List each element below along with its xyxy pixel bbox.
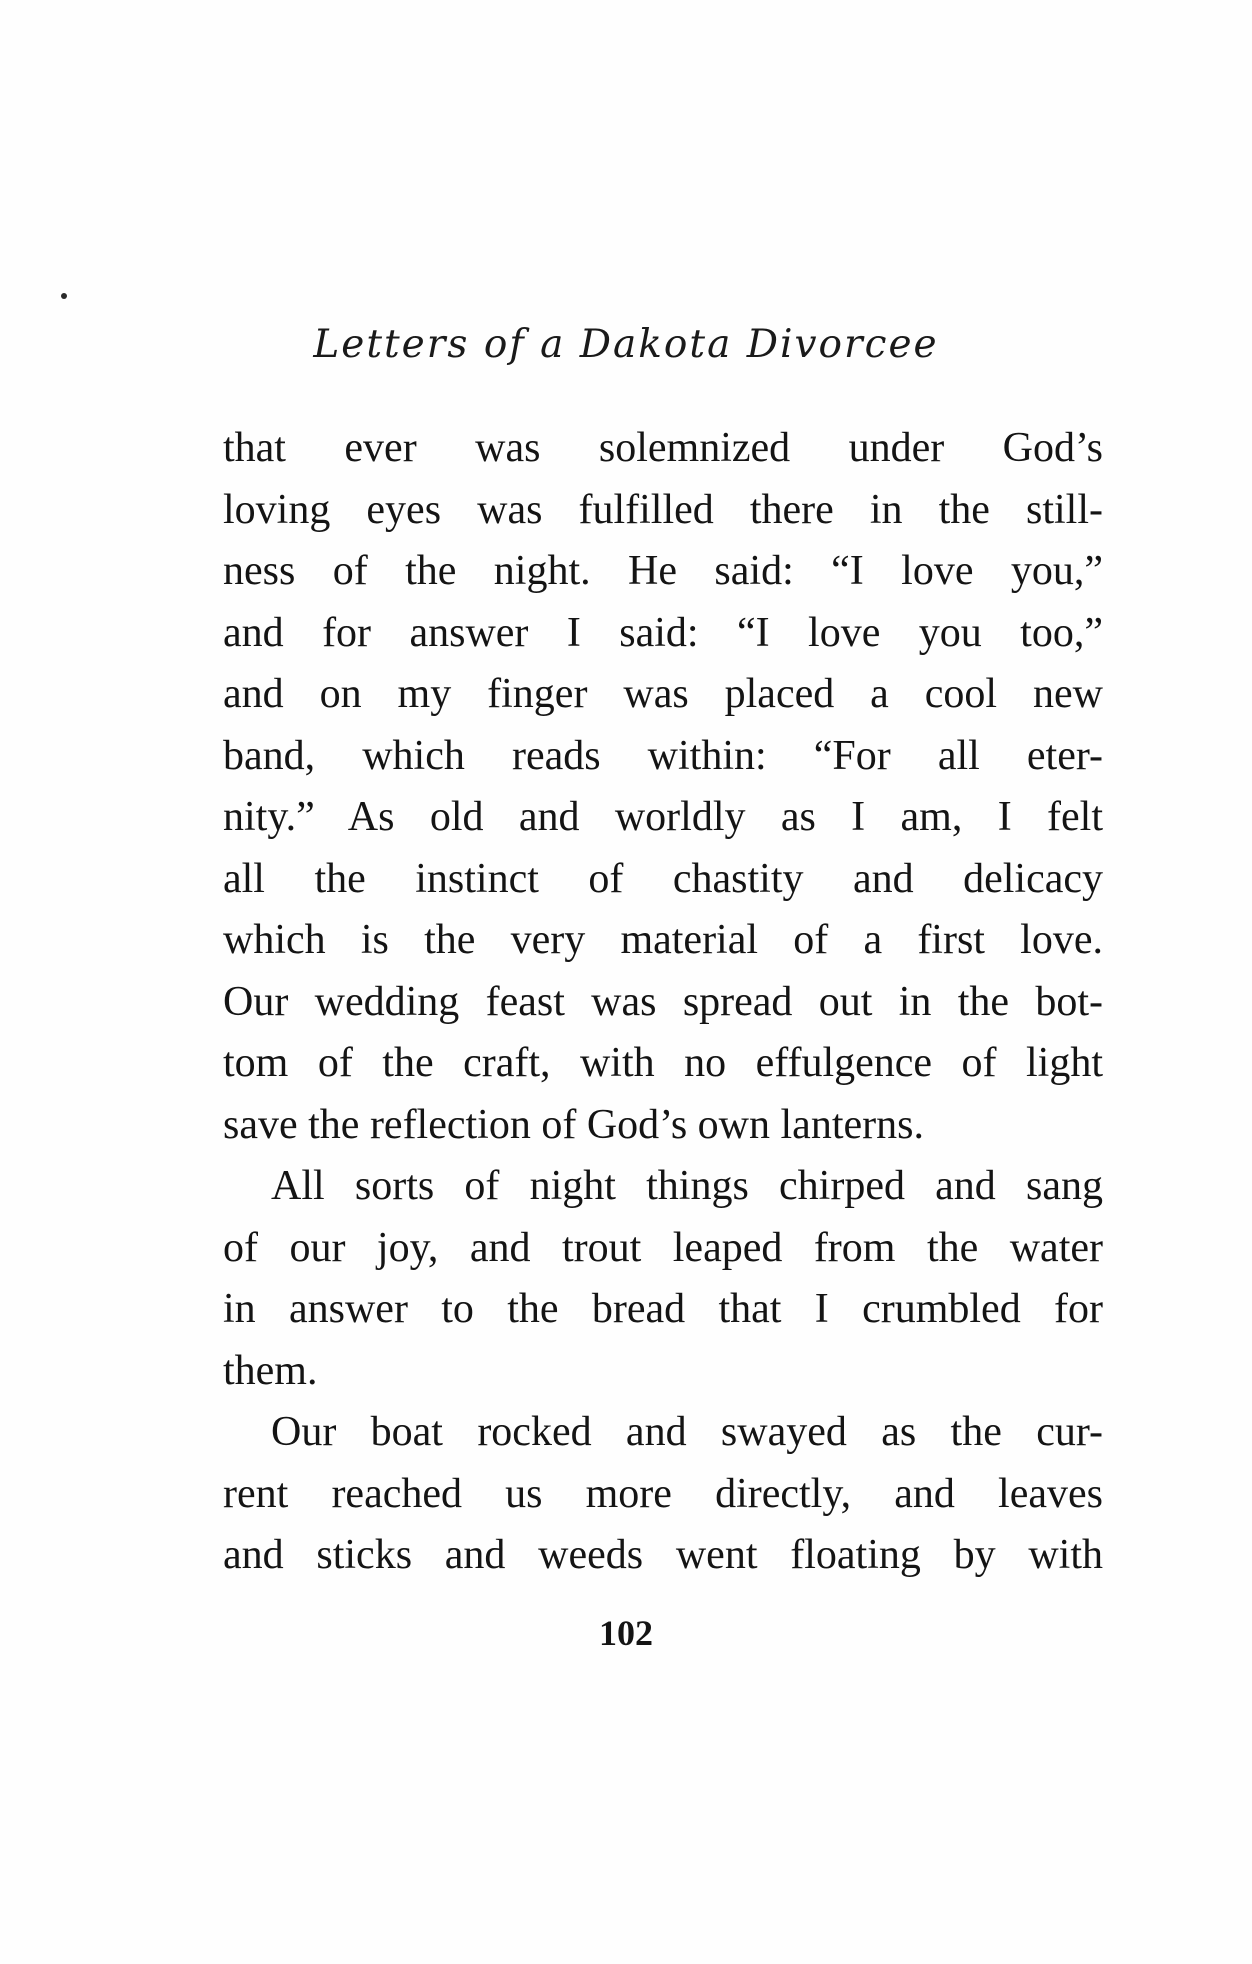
paragraph (223, 418, 1103, 1156)
paragraph (223, 1156, 1103, 1402)
text-line: save the reflection of God’s own lanterns. (223, 1101, 924, 1148)
text-line: loving eyes was fulfilled there in the still- (223, 486, 1103, 533)
running-head: Letters of a Dakota Divorcee (313, 322, 939, 367)
text-line: all the instinct of chastity and delicacy (223, 855, 1103, 902)
paragraph (223, 1402, 1103, 1587)
text-line: and on my finger was placed a cool new (223, 671, 1103, 717)
text-line: which is the very material of a first love. (223, 917, 1103, 963)
text-line: of our joy, and trout leaped from the water (223, 1224, 1103, 1271)
text-line: All sorts of night things chirped and sang (271, 1163, 1103, 1209)
page-number: 102 (599, 1613, 653, 1653)
text-line: tom of the craft, with no effulgence of light (223, 1040, 1103, 1086)
text-line: ness of the night. He said: “I love you,” (223, 548, 1103, 594)
text-line: and for answer I said: “I love you too,” (223, 609, 1103, 656)
text-line: Our wedding feast was spread out in the bot- (223, 978, 1103, 1025)
text-line: Our boat rocked and swayed as the cur- (271, 1409, 1103, 1455)
text-line: rent reached us more directly, and leaves (223, 1470, 1103, 1517)
text-line: them. (223, 1347, 318, 1394)
text-line: in answer to the bread that I crumbled for (223, 1286, 1103, 1332)
text-line: nity.” As old and worldly as I am, I felt (223, 794, 1103, 840)
text-line: band, which reads within: “For all eter- (223, 732, 1103, 779)
body-text (223, 418, 1103, 1587)
text-line: that ever was solemnized under God’s (223, 425, 1103, 471)
text-line: and sticks and weeds went floating by with (223, 1532, 1103, 1578)
ink-speck (61, 293, 67, 299)
